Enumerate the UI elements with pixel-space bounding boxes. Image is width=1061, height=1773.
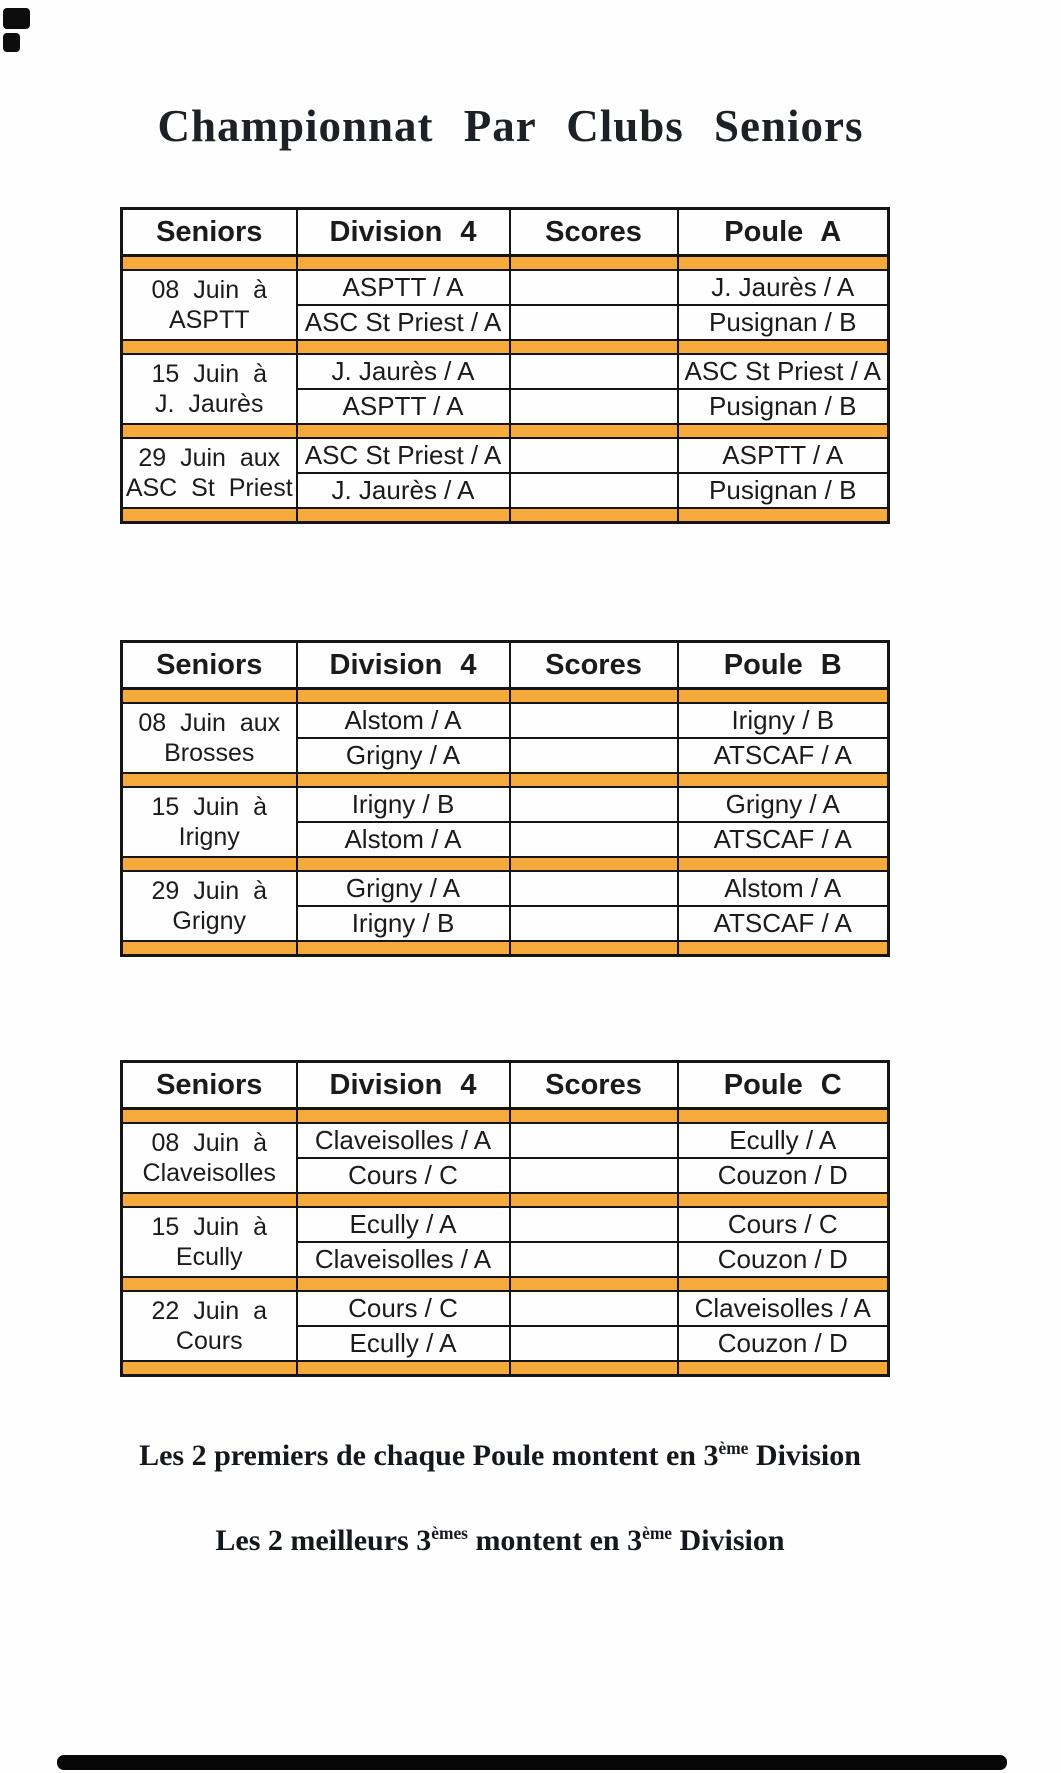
match-date-venue: [122, 1291, 297, 1361]
note-superscript: ème: [718, 1438, 749, 1458]
match-venue-line: Claveisolles: [142, 1159, 276, 1187]
away-team: ASC St Priest / A: [678, 354, 889, 389]
orange-separator-cell: [297, 1109, 510, 1124]
home-team: Ecully / A: [297, 1326, 510, 1361]
home-team: J. Jaurès / A: [297, 473, 510, 508]
match-date-venue: [122, 871, 297, 941]
scan-artifact-top-left-2: [3, 33, 20, 52]
orange-separator-cell: [510, 689, 678, 704]
score-cell: [510, 305, 678, 340]
orange-separator-cell: [122, 1109, 297, 1124]
score-cell: [510, 822, 678, 857]
orange-separator-cell: [122, 941, 297, 956]
match-date-line: 22 Juin a: [151, 1296, 267, 1325]
column-header: Division 4: [297, 642, 510, 689]
orange-separator-cell: [297, 340, 510, 354]
home-team: Cours / C: [297, 1158, 510, 1193]
orange-separator-row: [122, 941, 889, 956]
orange-separator-cell: [678, 773, 889, 787]
orange-separator-cell: [678, 857, 889, 871]
home-team: Alstom / A: [297, 703, 510, 738]
away-team: J. Jaurès / A: [678, 270, 889, 305]
header-row: [122, 642, 889, 689]
schedule-table-2: [120, 640, 890, 957]
match-venue-line: Cours: [175, 1327, 243, 1355]
column-header: Scores: [510, 642, 678, 689]
match-row: [122, 1123, 889, 1158]
score-cell: [510, 473, 678, 508]
column-header: Division 4: [297, 209, 510, 256]
orange-separator-cell: [510, 1193, 678, 1207]
score-cell: [510, 389, 678, 424]
header-row: [122, 1062, 889, 1109]
away-team: Ecully / A: [678, 1123, 889, 1158]
orange-separator-cell: [678, 1109, 889, 1124]
home-team: Alstom / A: [297, 822, 510, 857]
score-cell: [510, 1123, 678, 1158]
match-row: [122, 438, 889, 473]
home-team: Irigny / B: [297, 787, 510, 822]
match-date-line: 29 Juin à: [151, 876, 267, 905]
match-date-venue: [122, 703, 297, 773]
note-text: Les 2 meilleurs 3: [215, 1524, 432, 1557]
column-header: Seniors: [122, 642, 297, 689]
header-row: [122, 209, 889, 256]
orange-separator-cell: [678, 508, 889, 523]
match-date-line: 08 Juin à: [151, 275, 267, 304]
orange-separator-cell: [122, 340, 297, 354]
orange-separator-row: [122, 1193, 889, 1207]
orange-separator-cell: [678, 424, 889, 438]
orange-separator-cell: [297, 773, 510, 787]
match-venue-line: Brosses: [164, 739, 255, 767]
orange-separator-cell: [678, 1193, 889, 1207]
away-team: Alstom / A: [678, 871, 889, 906]
away-team: ATSCAF / A: [678, 822, 889, 857]
match-row: [122, 871, 889, 906]
orange-separator-cell: [510, 857, 678, 871]
match-row: [122, 270, 889, 305]
poule-c-table-section: [120, 1060, 890, 1377]
orange-separator-cell: [678, 1361, 889, 1376]
match-date-venue: [122, 1123, 297, 1193]
match-date-line: 08 Juin aux: [138, 708, 281, 737]
orange-separator-cell: [297, 1193, 510, 1207]
match-venue-line: ASPTT: [168, 306, 250, 334]
home-team: ASPTT / A: [297, 389, 510, 424]
score-cell: [510, 1158, 678, 1193]
orange-separator-cell: [297, 1277, 510, 1291]
score-cell: [510, 270, 678, 305]
orange-separator-row: [122, 256, 889, 271]
match-row: [122, 787, 889, 822]
match-venue-line: ASC St Priest: [125, 474, 293, 502]
away-team: Grigny / A: [678, 787, 889, 822]
promotion-note-1: [0, 1438, 1000, 1473]
orange-separator-cell: [122, 424, 297, 438]
orange-separator-row: [122, 773, 889, 787]
column-header: Scores: [510, 209, 678, 256]
column-header: Division 4: [297, 1062, 510, 1109]
score-cell: [510, 1242, 678, 1277]
home-team: J. Jaurès / A: [297, 354, 510, 389]
schedule-table-1: [120, 207, 890, 524]
match-date-venue: [122, 438, 297, 508]
home-team: Irigny / B: [297, 906, 510, 941]
orange-separator-cell: [297, 424, 510, 438]
orange-separator-row: [122, 857, 889, 871]
match-row: [122, 1207, 889, 1242]
away-team: ASPTT / A: [678, 438, 889, 473]
poule-b-table-section: [120, 640, 890, 957]
column-header: Scores: [510, 1062, 678, 1109]
column-header: Poule A: [678, 209, 889, 256]
scan-artifact-bottom-bar: [57, 1755, 1007, 1770]
score-cell: [510, 1326, 678, 1361]
match-date-venue: [122, 354, 297, 424]
match-date-line: 15 Juin à: [151, 359, 267, 388]
orange-separator-cell: [678, 256, 889, 271]
match-date-line: 15 Juin à: [151, 792, 267, 821]
orange-separator-cell: [678, 689, 889, 704]
match-venue-line: Irigny: [178, 823, 240, 851]
orange-separator-row: [122, 689, 889, 704]
away-team: Pusignan / B: [678, 305, 889, 340]
score-cell: [510, 871, 678, 906]
note-superscript: èmes: [431, 1523, 468, 1543]
home-team: ASC St Priest / A: [297, 438, 510, 473]
poule-a-table-section: [120, 207, 890, 524]
home-team: ASPTT / A: [297, 270, 510, 305]
orange-separator-cell: [510, 424, 678, 438]
orange-separator-cell: [510, 1277, 678, 1291]
note-text: Division: [748, 1439, 861, 1472]
match-date-venue: [122, 1207, 297, 1277]
away-team: ATSCAF / A: [678, 906, 889, 941]
match-row: [122, 703, 889, 738]
note-text: montent en 3: [467, 1524, 643, 1557]
score-cell: [510, 738, 678, 773]
orange-separator-cell: [678, 1277, 889, 1291]
orange-separator-cell: [510, 773, 678, 787]
column-header: Seniors: [122, 1062, 297, 1109]
orange-separator-cell: [122, 1361, 297, 1376]
orange-separator-row: [122, 1277, 889, 1291]
home-team: Grigny / A: [297, 871, 510, 906]
match-date-line: 15 Juin à: [151, 1212, 267, 1241]
orange-separator-row: [122, 340, 889, 354]
orange-separator-cell: [122, 508, 297, 523]
schedule-table-3: [120, 1060, 890, 1377]
orange-separator-cell: [122, 689, 297, 704]
match-venue-line: J. Jaurès: [155, 390, 264, 418]
orange-separator-cell: [510, 941, 678, 956]
score-cell: [510, 1291, 678, 1326]
orange-separator-row: [122, 424, 889, 438]
match-date-line: 29 Juin aux: [138, 443, 281, 472]
orange-separator-cell: [297, 941, 510, 956]
match-date-venue: [122, 787, 297, 857]
away-team: Pusignan / B: [678, 473, 889, 508]
promotion-note-2: [0, 1523, 1000, 1558]
orange-separator-cell: [678, 941, 889, 956]
score-cell: [510, 787, 678, 822]
home-team: ASC St Priest / A: [297, 305, 510, 340]
away-team: Couzon / D: [678, 1326, 889, 1361]
orange-separator-row: [122, 1109, 889, 1124]
orange-separator-cell: [510, 1109, 678, 1124]
away-team: ATSCAF / A: [678, 738, 889, 773]
home-team: Claveisolles / A: [297, 1123, 510, 1158]
note-superscript: ème: [642, 1523, 673, 1543]
score-cell: [510, 1207, 678, 1242]
orange-separator-cell: [122, 1277, 297, 1291]
orange-separator-cell: [297, 689, 510, 704]
match-row: [122, 354, 889, 389]
match-venue-line: Grigny: [172, 907, 247, 935]
orange-separator-row: [122, 1361, 889, 1376]
away-team: Couzon / D: [678, 1242, 889, 1277]
orange-separator-cell: [297, 256, 510, 271]
orange-separator-cell: [297, 508, 510, 523]
orange-separator-cell: [510, 1361, 678, 1376]
orange-separator-cell: [122, 1193, 297, 1207]
note-text: Division: [672, 1524, 785, 1557]
match-date-line: 08 Juin à: [151, 1128, 267, 1157]
orange-separator-cell: [122, 773, 297, 787]
score-cell: [510, 354, 678, 389]
orange-separator-cell: [678, 340, 889, 354]
away-team: Irigny / B: [678, 703, 889, 738]
orange-separator-cell: [297, 1361, 510, 1376]
orange-separator-cell: [510, 340, 678, 354]
score-cell: [510, 703, 678, 738]
column-header: Seniors: [122, 209, 297, 256]
scan-artifact-top-left-1: [3, 8, 30, 29]
score-cell: [510, 438, 678, 473]
score-cell: [510, 906, 678, 941]
orange-separator-cell: [297, 857, 510, 871]
column-header: Poule C: [678, 1062, 889, 1109]
match-date-venue: [122, 270, 297, 340]
home-team: Cours / C: [297, 1291, 510, 1326]
orange-separator-cell: [510, 256, 678, 271]
orange-separator-row: [122, 508, 889, 523]
away-team: Claveisolles / A: [678, 1291, 889, 1326]
home-team: Claveisolles / A: [297, 1242, 510, 1277]
home-team: Ecully / A: [297, 1207, 510, 1242]
column-header: Poule B: [678, 642, 889, 689]
away-team: Cours / C: [678, 1207, 889, 1242]
away-team: Pusignan / B: [678, 389, 889, 424]
match-venue-line: Ecully: [175, 1243, 243, 1271]
orange-separator-cell: [122, 256, 297, 271]
match-row: [122, 1291, 889, 1326]
orange-separator-cell: [122, 857, 297, 871]
home-team: Grigny / A: [297, 738, 510, 773]
away-team: Couzon / D: [678, 1158, 889, 1193]
page-title: Championnat Par Clubs Seniors: [157, 101, 864, 151]
note-text: Les 2 premiers de chaque Poule montent en 3: [139, 1439, 719, 1472]
orange-separator-cell: [510, 508, 678, 523]
